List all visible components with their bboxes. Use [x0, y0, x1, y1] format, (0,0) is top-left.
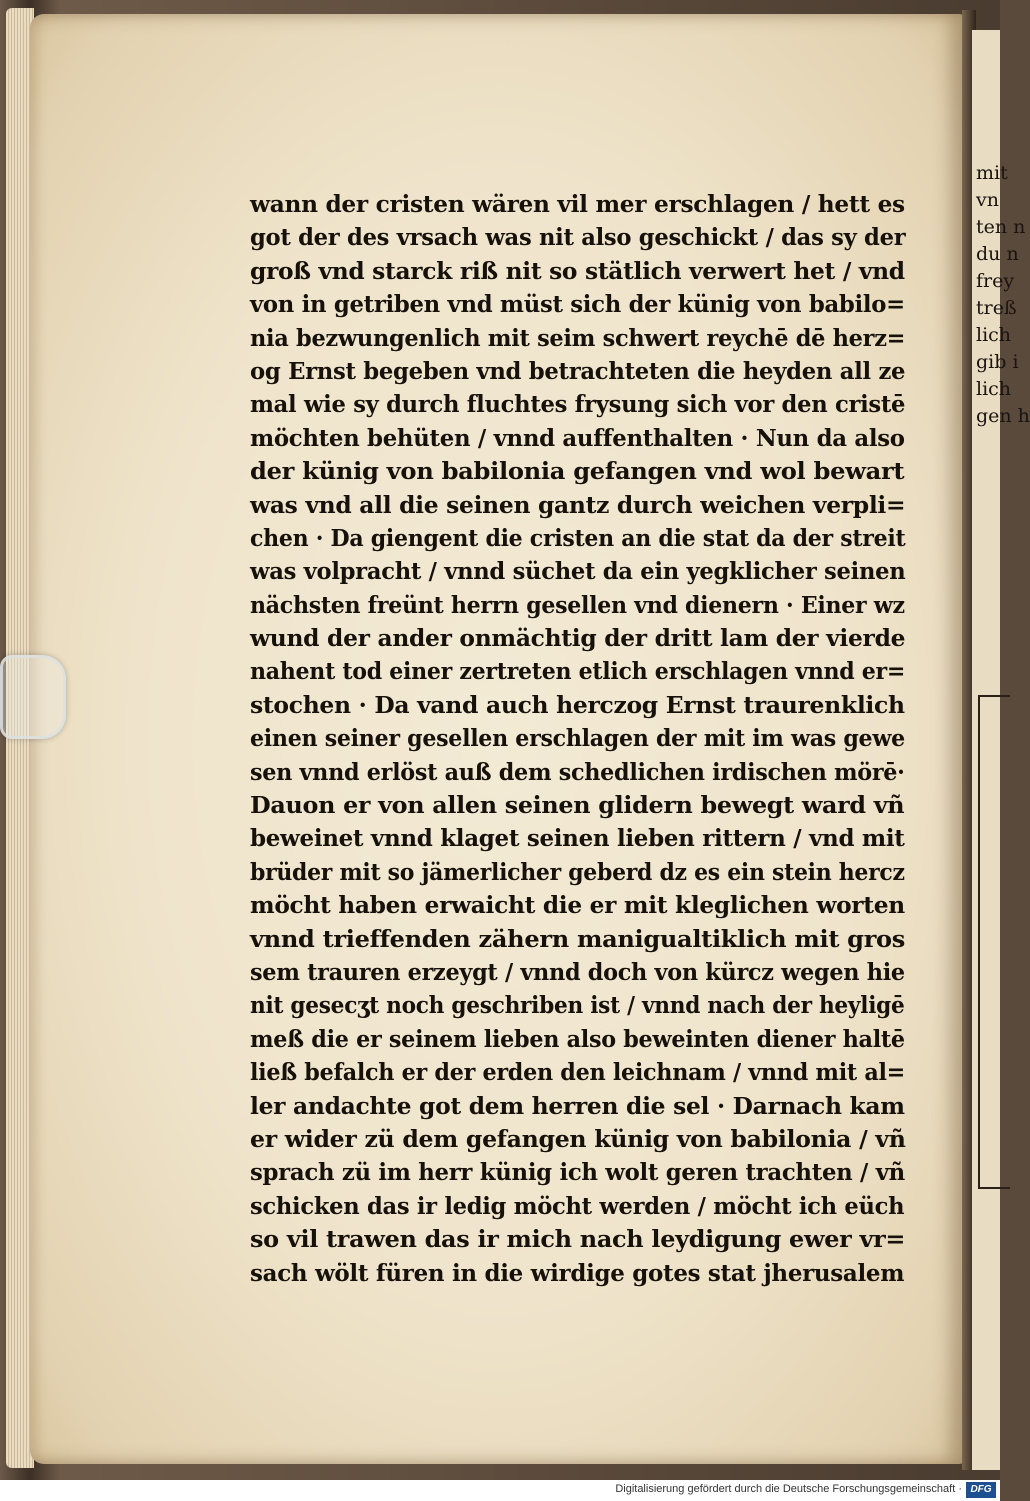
facing-line: frey — [976, 270, 1015, 292]
text-line: sem trauren erzeygt / vnnd doch von kürcz wegen hie — [250, 958, 905, 986]
text-line: der künig von babilonia gefangen vnd wol bewart — [250, 458, 905, 486]
page-text-block — [250, 188, 910, 1290]
text-line: wund der ander onmächtig der dritt lam der vierde — [250, 625, 906, 653]
dfg-logo: DFG — [966, 1482, 996, 1498]
facing-line: gib i — [976, 351, 1019, 373]
facing-line: ten n — [976, 216, 1026, 238]
text-line: stochen · Da vand auch herczog Ernst traurenklich — [250, 691, 905, 719]
text-line: so vil trawen das ir mich nach leydigung ewer vr= — [250, 1226, 906, 1254]
text-line: möchten behüten / vnnd auffenthalten · Nun da also — [250, 424, 905, 452]
text-line: vnnd trieffenden zähern manigualtiklich mit gros — [250, 925, 906, 953]
text-line: ließ befalch er der erden den leichnam / vnnd mit al= — [250, 1059, 905, 1087]
text-line: was volpracht / vnnd süchet da ein yegklicher seinen — [250, 558, 906, 586]
facing-page — [972, 30, 1030, 1470]
facing-line: vn — [976, 189, 999, 211]
text-line: einen seiner gesellen erschlagen der mit im was gewe — [250, 725, 905, 753]
text-line: nia bezwungenlich mit seim schwert reychē dē herz= — [250, 324, 906, 352]
text-line: sach wölt füren in die wirdige gotes stat jherusalem — [250, 1259, 905, 1287]
text-line: möcht haben erwaicht die er mit kleglichen worten — [250, 892, 905, 920]
text-line: schicken das ir ledig möcht werden / möcht ich eüch — [250, 1192, 905, 1220]
text-line: ler andachte got dem herren die sel · Darnach kam — [250, 1092, 905, 1120]
text-line: groß vnd starck riß nit so stätlich verwert het / vnd — [250, 257, 905, 285]
text-line: got der des vrsach was nit also geschickt / das sy der — [250, 224, 906, 252]
facing-page-text — [976, 160, 1030, 430]
text-line: nächsten freünt herrn gesellen vnd dienern · Einer wz — [250, 591, 905, 619]
text-line: nahent tod einer zertreten etlich erschlagen vnnd er= — [250, 658, 906, 686]
funding-credit: Digitalisierung gefördert durch die Deutsche Forschungsgemeinschaft · — [615, 1483, 962, 1495]
text-line: chen · Da giengent die cristen an die stat da der streit — [250, 524, 906, 552]
facing-line: lich — [976, 324, 1012, 346]
text-line: er wider zü dem gefangen künig von babilonia / vñ — [250, 1125, 906, 1153]
facing-line: lich — [976, 378, 1012, 400]
facing-line: mit — [976, 162, 1008, 184]
facing-line: treß — [976, 297, 1017, 319]
text-line: brüder mit so jämerlicher geberd dz es ein stein hercz — [250, 858, 905, 886]
text-line: nit gesecʒt noch geschriben ist / vnnd nach der heyligē — [250, 992, 905, 1020]
text-line: mal wie sy durch fluchtes frysung sich vor den cristē — [250, 391, 906, 419]
footer-bar — [0, 1480, 1000, 1501]
text-line: wann der cristen wären vil mer erschlagen / hett es — [250, 191, 905, 218]
text-line: og Ernst begeben vnd betrachteten die heyden all ze — [250, 357, 906, 385]
facing-line: gen h — [976, 405, 1030, 427]
facing-line: du n — [976, 243, 1019, 265]
woodcut-frame — [978, 695, 1010, 1189]
text-line: sprach zü im herr künig ich wolt geren trachten / vñ — [250, 1159, 905, 1187]
page-clip — [0, 655, 66, 739]
text-line: beweinet vnnd klaget seinen lieben rittern / vnd mit — [250, 825, 905, 853]
text-line: sen vnnd erlöst auß dem schedlichen irdischen mörē· — [250, 758, 905, 786]
text-line: meß die er seinem lieben also beweinten diener haltē — [250, 1025, 905, 1053]
text-line: was vnd all die seinen gantz durch weichen verpli= — [250, 491, 906, 519]
text-line: von in getriben vnd müst sich der künig von babilo= — [250, 291, 905, 319]
text-line: Dauon er von allen seinen glidern bewegt ward vñ — [250, 792, 905, 820]
